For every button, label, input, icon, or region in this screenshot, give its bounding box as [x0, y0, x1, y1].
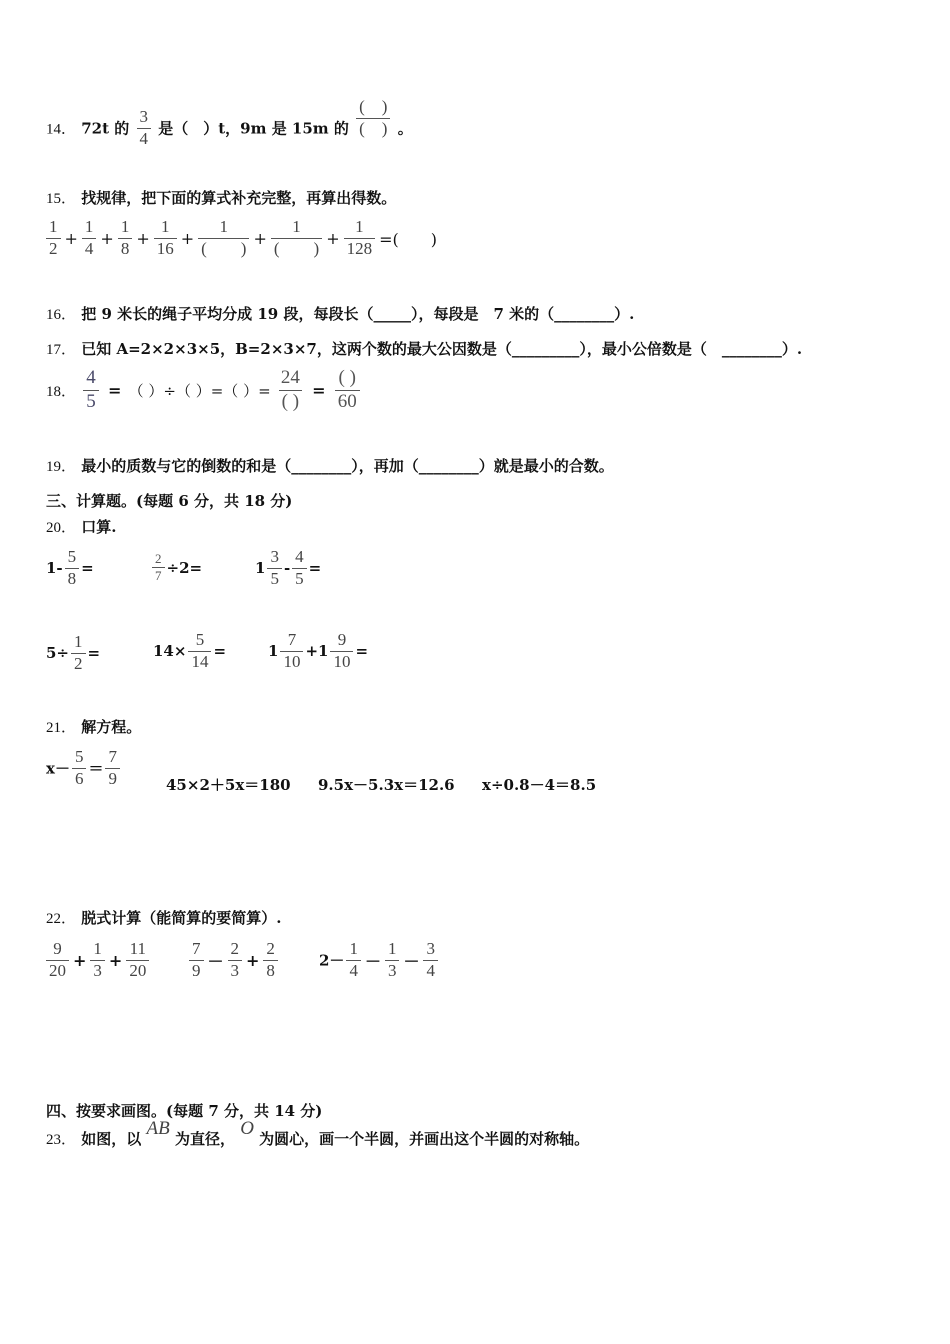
- section-title: 四、按要求画图。(每题 7 分，共 14 分): [46, 1102, 323, 1120]
- answer-blank: =( ): [379, 229, 437, 249]
- question-text: 解方程。: [81, 718, 142, 736]
- question-14: 14． 72t 的 $\frac{3}{4}$ 是（ ）t，9m 是 15m 的 $\frac{( )}{( )}$ 。: [46, 97, 413, 148]
- fraction: $\frac{7}{9}$: [105, 748, 120, 788]
- fraction: $\frac{5}{14}$: [188, 631, 211, 671]
- segment-label: AB: [146, 1118, 170, 1139]
- question-17: [46, 338, 802, 359]
- question-text: 口算.: [81, 518, 117, 536]
- question-number: 18．: [46, 383, 77, 400]
- question-18: 18． $\frac{4}{5}$ = （ ）÷（ ）=（ ）= $\frac{24}{( )}$ = $\frac{( )}{60}$: [46, 368, 362, 413]
- term: $\frac{1}{2}$: [46, 218, 61, 258]
- equation: 9.5x－5.3x＝12.6: [318, 776, 455, 794]
- question-text: 是（ ）t，9m 是 15m 的: [158, 119, 349, 138]
- answer-fraction-blank: $\frac{( )}{( )}$: [356, 98, 390, 138]
- equation: x－ $\frac{5}{6}$ ＝ $\frac{7}{9}$: [46, 748, 122, 788]
- question-number: 23．: [46, 1132, 77, 1148]
- fraction-blank: $\frac{( )}{60}$: [335, 368, 360, 413]
- fraction: $\frac{7}{9}$: [189, 940, 204, 980]
- fraction: $\frac{2}{7}$: [152, 552, 165, 584]
- oral-calc-item: 5÷ $\frac{1}{2}$ =: [46, 632, 101, 673]
- fraction: $\frac{4}{5}$: [292, 548, 307, 588]
- section-title: 三、计算题。(每题 6 分，共 18 分): [46, 492, 293, 510]
- question-19: [46, 455, 614, 476]
- question-text: 72t 的: [81, 119, 130, 138]
- oral-calc-item: $\frac{2}{7}$ ÷2=: [150, 552, 202, 584]
- question-number: 14．: [46, 121, 77, 138]
- equation: 45×2＋5x＝180: [166, 776, 291, 794]
- fraction: $\frac{7}{10}$: [280, 631, 303, 671]
- term-blank: $\frac{1}{( )}$: [271, 218, 322, 258]
- point-label: O: [240, 1118, 254, 1139]
- fraction: $\frac{1}{4}$: [346, 940, 361, 980]
- question-15: [46, 187, 396, 208]
- question-23: [46, 1118, 590, 1150]
- fraction: $\frac{9}{10}$: [330, 631, 353, 671]
- question-number: 19．: [46, 459, 77, 475]
- fraction: $\frac{1}{3}$: [90, 940, 105, 980]
- calc-expression: $\frac{7}{9}$ － $\frac{2}{3}$ + $\frac{2}{8}$: [187, 940, 280, 980]
- question-text: 如图，以: [81, 1130, 142, 1148]
- question-text: 把 9 米长的绳子平均分成 19 段，每段长（_____），每段是 7 米的（________）.: [81, 305, 635, 323]
- question-number: 22．: [46, 911, 77, 927]
- question-22: [46, 907, 281, 928]
- calc-expression: $\frac{9}{20}$ + $\frac{1}{3}$ + $\frac{11}{20}$: [44, 940, 151, 980]
- fraction: $\frac{9}{20}$: [46, 940, 69, 980]
- question-16: [46, 303, 634, 324]
- fraction: $\frac{2}{8}$: [263, 940, 278, 980]
- fraction-blank: $\frac{24}{( )}$: [278, 368, 303, 413]
- question-number: 20．: [46, 520, 77, 536]
- question-text: 找规律，把下面的算式补充完整，再算出得数。: [81, 189, 397, 207]
- pattern-expression: $\frac{1}{2}$ + $\frac{1}{4}$ + $\frac{1}{8}$ + $\frac{1}{16}$ + $\frac{1}{( )}$ + $\frac{1}{( )}$ + $\frac{1}{128}$ =( ): [44, 218, 439, 258]
- question-21: [46, 716, 141, 737]
- fraction: $\frac{3}{5}$: [267, 548, 282, 588]
- fraction: $\frac{1}{3}$: [385, 940, 400, 980]
- fraction: $\frac{3}{4}$: [423, 940, 438, 980]
- fraction: $\frac{4}{5}$: [83, 368, 99, 413]
- question-20: [46, 516, 116, 537]
- fraction: $\frac{2}{3}$: [228, 940, 243, 980]
- question-text: 为圆心，画一个半圆，并画出这个半圆的对称轴。: [259, 1130, 590, 1148]
- question-number: 17．: [46, 342, 77, 358]
- calc-expression: 2－ $\frac{1}{4}$ － $\frac{1}{3}$ － $\frac{3}{4}$: [319, 940, 440, 980]
- question-text: 为直径，: [174, 1130, 235, 1148]
- question-number: 16．: [46, 307, 77, 323]
- term: $\frac{1}{16}$: [154, 218, 177, 258]
- fraction: $\frac{1}{2}$: [71, 633, 86, 673]
- oral-calc-item: 1 $\frac{7}{10}$ +1 $\frac{9}{10}$ =: [268, 630, 369, 671]
- fraction: $\frac{5}{6}$: [72, 748, 87, 788]
- oral-calc-item: 14× $\frac{5}{14}$ =: [153, 630, 227, 671]
- fraction: $\frac{11}{20}$: [126, 940, 149, 980]
- oral-calc-item: 1 $\frac{3}{5}$ - $\frac{4}{5}$ =: [255, 547, 322, 588]
- question-number: 21．: [46, 720, 77, 736]
- question-text: 脱式计算（能简算的要简算）.: [81, 909, 282, 927]
- equation: x÷0.8－4＝8.5: [482, 776, 597, 794]
- question-text: 最小的质数与它的倒数的和是（________），再加（________）就是最小的合数。: [81, 457, 614, 475]
- term: $\frac{1}{4}$: [82, 218, 97, 258]
- term: $\frac{1}{8}$: [118, 218, 133, 258]
- term-blank: $\frac{1}{( )}$: [198, 218, 249, 258]
- term: $\frac{1}{128}$: [344, 218, 376, 258]
- question-number: 15．: [46, 191, 77, 207]
- fraction: $\frac{5}{8}$: [65, 548, 80, 588]
- fraction: $\frac{3}{4}$: [137, 108, 152, 148]
- question-text: 已知 A=2×2×3×5，B=2×3×7，这两个数的最大公因数是（_________），最小公倍数是（ ________）.: [81, 340, 803, 358]
- oral-calc-item: 1- $\frac{5}{8}$ =: [46, 547, 94, 588]
- question-text: （ ）÷（ ）=（ ）=: [128, 381, 271, 400]
